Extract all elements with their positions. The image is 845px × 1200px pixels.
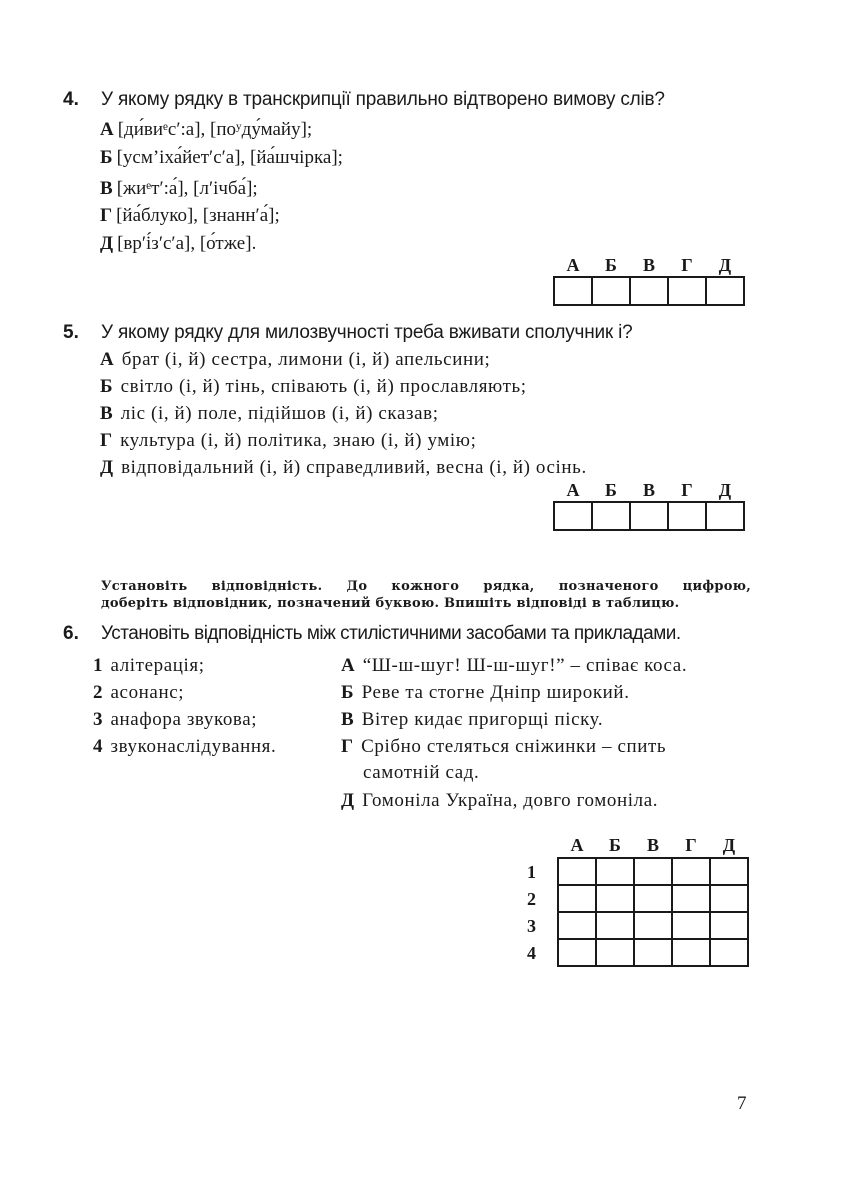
q6-col-a: А (570, 835, 584, 855)
q6-left-item-1: 1 алітерація; (93, 655, 205, 676)
question-4-text: У якому рядку в транскрипції правильно відтворено вимову слів? (101, 89, 665, 110)
q6-right-item-c: В Вітер кидає пригорщі піску. (341, 709, 604, 730)
q6-cell-4-a[interactable] (558, 939, 596, 966)
q4-answer-cell-e[interactable] (706, 277, 744, 305)
q5-col-e: Д (718, 480, 732, 500)
q6-cell-1-d[interactable] (672, 858, 710, 885)
q5-option-d: Г культура (і, й) політика, знаю (і, й) умію; (100, 430, 477, 451)
q6-cell-4-b[interactable] (596, 939, 634, 966)
q4-col-b: Б (605, 255, 617, 275)
question-5-text: У якому рядку для милозвучності треба вживати сполучник і? (101, 322, 633, 343)
q4-option-a: А [ди́виᵉс′:а], [поʸду́майу]; (100, 119, 313, 140)
q4-col-a: А (566, 255, 580, 275)
q5-answer-cell-b[interactable] (592, 502, 630, 530)
q5-answer-cell-e[interactable] (706, 502, 744, 530)
q6-cell-1-e[interactable] (710, 858, 748, 885)
q6-cell-2-a[interactable] (558, 885, 596, 912)
q4-col-d: Г (681, 255, 693, 275)
q6-cell-2-d[interactable] (672, 885, 710, 912)
q6-cell-3-c[interactable] (634, 912, 672, 939)
q4-answer-cell-d[interactable] (668, 277, 706, 305)
q6-cell-3-b[interactable] (596, 912, 634, 939)
matching-instruction (101, 578, 751, 612)
q6-col-e: Д (722, 835, 736, 855)
page-number: 7 (737, 1093, 747, 1114)
q6-right-item-b: Б Реве та стогне Дніпр широкий. (341, 682, 630, 703)
q6-right-item-e: Д Гомоніла Україна, довго гомоніла. (341, 790, 659, 811)
q6-cell-2-c[interactable] (634, 885, 672, 912)
q6-row-2-label: 2 (527, 888, 536, 909)
q6-grid-row-4 (517, 939, 748, 966)
q6-cell-4-c[interactable] (634, 939, 672, 966)
q6-cell-1-a[interactable] (558, 858, 596, 885)
q4-option-b: Б [усм’іха́йет′с′а], [йа́шчірка]; (100, 147, 343, 168)
question-6-number: 6. (63, 623, 79, 644)
q6-col-d: Г (685, 835, 697, 855)
q5-col-b: Б (605, 480, 617, 500)
q6-col-c: В (646, 835, 659, 855)
q5-answer-cell-a[interactable] (554, 502, 592, 530)
q5-option-b: Б світло (і, й) тінь, співають (і, й) прославляють; (100, 376, 527, 397)
q6-left-item-4: 4 звуконаслідування. (93, 736, 277, 757)
q6-cell-2-b[interactable] (596, 885, 634, 912)
q6-cell-4-e[interactable] (710, 939, 748, 966)
question-5-number: 5. (63, 322, 79, 343)
q6-cell-2-e[interactable] (710, 885, 748, 912)
instruction-line-1: Установіть відповідність. До кожного рядка, позначеного цифрою, (101, 579, 751, 594)
q6-cell-3-e[interactable] (710, 912, 748, 939)
q4-answer-grid (553, 256, 745, 306)
q6-grid-row-3 (517, 912, 748, 939)
q4-col-e: Д (718, 255, 732, 275)
q6-right-item-a: А “Ш-ш-шуг! Ш-ш-шуг!” – співає коса. (341, 655, 688, 676)
q5-option-a: А брат (і, й) сестра, лимони (і, й) апельсини; (100, 349, 491, 370)
q6-right-item-d-continuation: самотній сад. (363, 762, 480, 783)
q6-col-b: Б (609, 835, 621, 855)
q5-option-e: Д відповідальний (і, й) справедливий, весна (і, й) осінь. (100, 457, 587, 478)
q4-answer-cell-c[interactable] (630, 277, 668, 305)
q6-row-4-label: 4 (527, 942, 536, 963)
q5-col-a: А (566, 480, 580, 500)
q6-grid-row-2 (517, 885, 748, 912)
q6-right-item-d: Г Срібно стеляться сніжинки – спить (341, 736, 667, 757)
q6-cell-3-a[interactable] (558, 912, 596, 939)
q6-cell-3-d[interactable] (672, 912, 710, 939)
q6-grid-row-1 (517, 858, 748, 885)
q4-answer-cell-b[interactable] (592, 277, 630, 305)
q5-option-c: В ліс (і, й) поле, підійшов (і, й) сказав; (100, 403, 439, 424)
q6-cell-4-d[interactable] (672, 939, 710, 966)
q6-answer-grid (517, 836, 749, 967)
q5-answer-grid (553, 481, 745, 531)
q5-answer-cell-c[interactable] (630, 502, 668, 530)
q4-option-c: В [жиᵉт′:а́], [л′ічба́]; (100, 178, 258, 199)
q6-row-1-label: 1 (527, 861, 536, 882)
q6-cell-1-b[interactable] (596, 858, 634, 885)
q5-answer-cell-d[interactable] (668, 502, 706, 530)
q6-left-item-3: 3 анафора звукова; (93, 709, 258, 730)
q6-row-3-label: 3 (527, 915, 536, 936)
question-4-number: 4. (63, 89, 79, 110)
q4-answer-cell-a[interactable] (554, 277, 592, 305)
q5-col-d: Г (681, 480, 693, 500)
q4-col-c: В (642, 255, 655, 275)
q6-cell-1-c[interactable] (634, 858, 672, 885)
q6-left-item-2: 2 асонанс; (93, 682, 185, 703)
q4-option-e: Д [вр′і́з′с′а], [о́тже]. (100, 233, 257, 254)
question-6-text: Установіть відповідність між стилістичними засобами та прикладами. (101, 623, 681, 644)
q5-col-c: В (642, 480, 655, 500)
q4-option-d: Г [йа́блуко], [знанн′а́]; (100, 205, 280, 226)
instruction-line-2: доберіть відповідник, позначений буквою. Впишіть відповіді в таблицю. (101, 596, 680, 611)
